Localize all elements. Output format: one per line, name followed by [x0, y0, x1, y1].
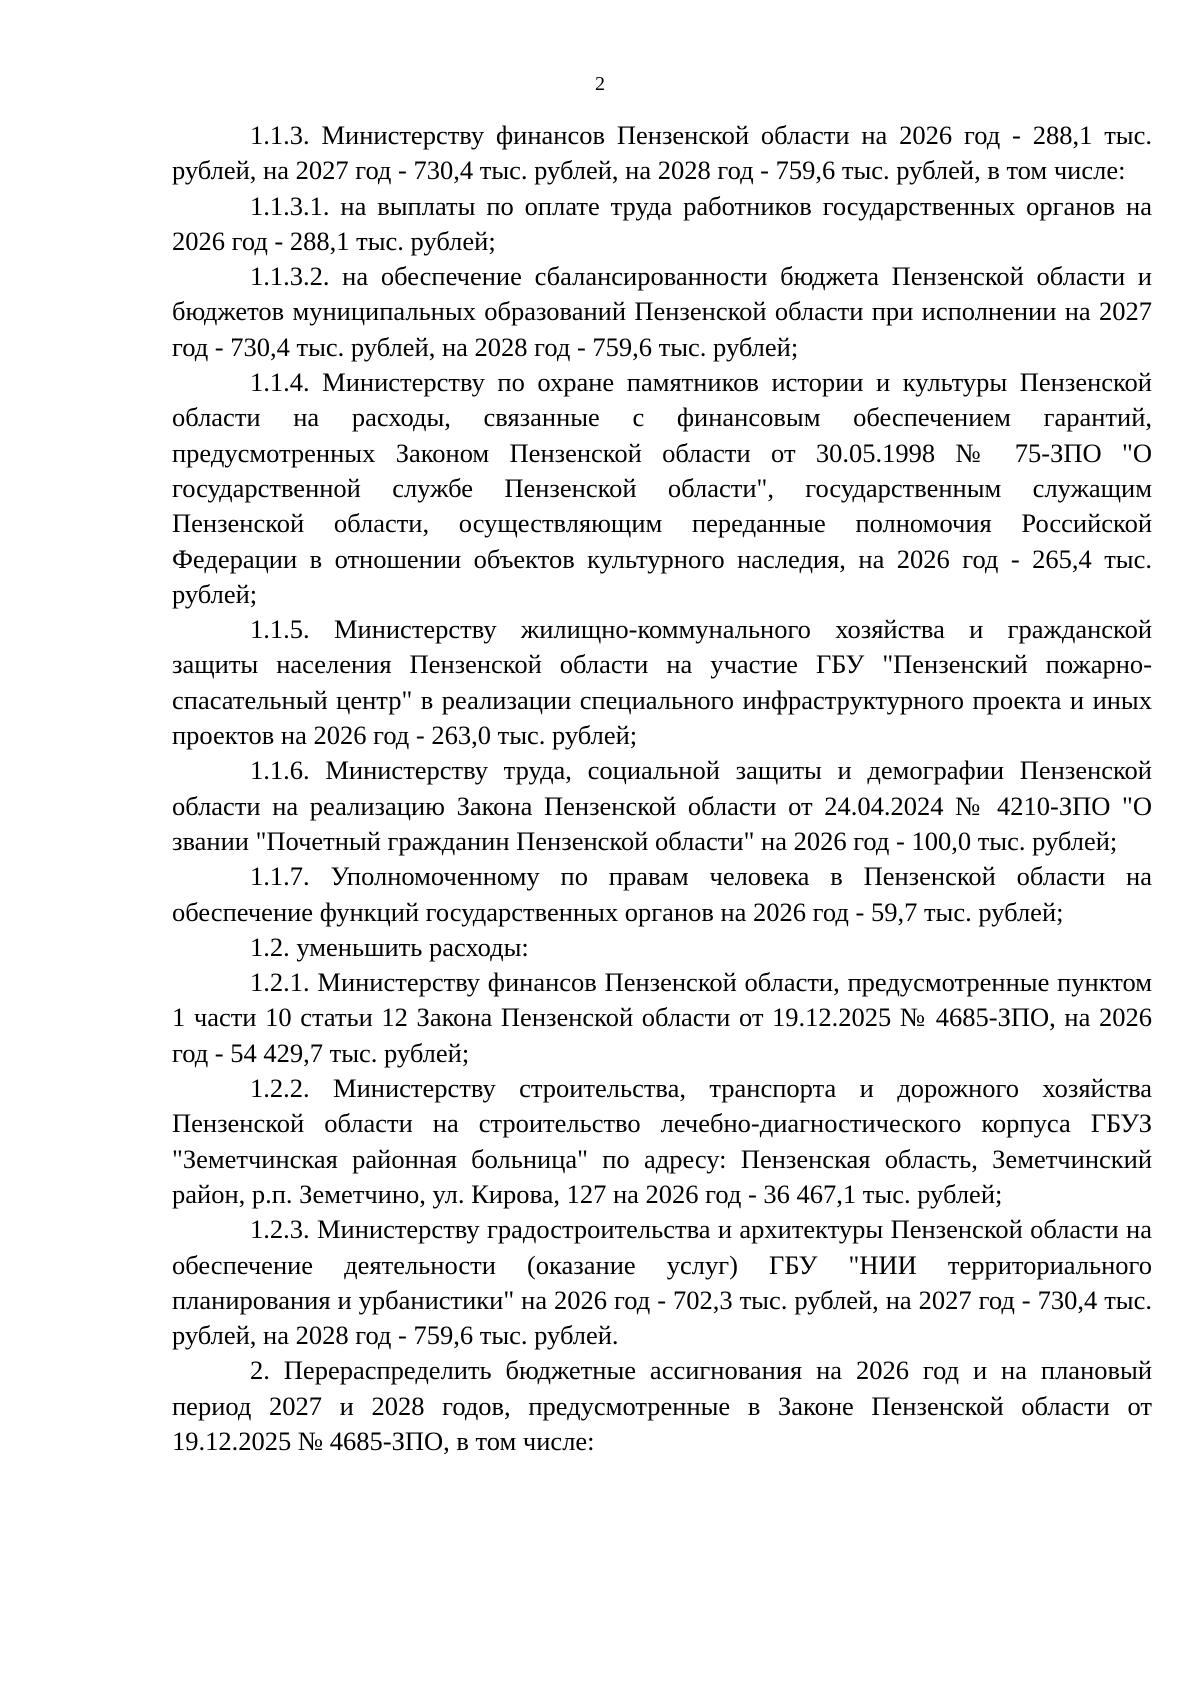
- paragraph-1-1-6: 1.1.6. Министерству труда, социальной защиты и демографии Пензенской области на реализацию Закона Пензенской области от 24.04.2024 № 4210-ЗПО "О звании "Почетный гражданин Пензенской области" на 2026 год - 100,0 тыс. рублей;: [172, 755, 1152, 856]
- paragraph-1-2: 1.2. уменьшить расходы:: [250, 931, 529, 962]
- paragraph-1-1-3-2: 1.1.3.2. на обеспечение сбалансированности бюджета Пензенской области и бюджетов муниципальных образований Пензенской области при исполнении на 2027 год - 730,4 тыс. рублей, на 2028 год - 759,6 тыс. рублей;: [172, 261, 1152, 362]
- paragraph-1-2-2: 1.2.2. Министерству строительства, транспорта и дорожного хозяйства Пензенской области на строительство лечебно-диагностического корпуса ГБУЗ "Земетчинская районная больница" по адресу: Пензенская область, Земетчинский район, р.п. Земетчино, ул. Кирова, 127 на 2026 год - 36 467,1 тыс. рублей;: [172, 1073, 1152, 1209]
- paragraph-1-1-5: 1.1.5. Министерству жилищно-коммунального хозяйства и гражданской защиты населения Пензенской области на участие ГБУ "Пензенский пожарно-спасательный центр" в реализации специального инфраструктурного проекта и иных проектов на 2026 год - 263,0 тыс. рублей;: [172, 614, 1152, 751]
- paragraph-1-2-1: 1.2.1. Министерству финансов Пензенской области, предусмотренные пунктом 1 части 10 статьи 12 Закона Пензенской области от 19.12.2025 № 4685-ЗПО, на 2026 год - 54 429,7 тыс. рублей;: [172, 967, 1152, 1068]
- page-number: 2: [595, 73, 605, 95]
- paragraph-1-1-3: 1.1.3. Министерству финансов Пензенской области на 2026 год - 288,1 тыс. рублей, на 2027 год - 730,4 тыс. рублей, на 2028 год - 759,6 тыс. рублей, в том числе:: [172, 120, 1152, 186]
- paragraph-2: 2. Перераспределить бюджетные ассигнования на 2026 год и на плановый период 2027 и 2028 годов, предусмотренные в Законе Пензенской области от 19.12.2025 № 4685-ЗПО, в том числе:: [172, 1355, 1152, 1456]
- document-body: [172, 118, 1152, 1459]
- paragraph-1-1-4: 1.1.4. Министерству по охране памятников истории и культуры Пензенской области на расходы, связанные с финансовым обеспечением гарантий, предусмотренных Законом Пензенской области от 30.05.1998 № 75-ЗПО "О государственной службе Пензенской области", государственным служащим Пензенской области, осуществляющим переданные полномочия Российской Федерации в отношении объектов культурного наследия, на 2026 год - 265,4 тыс. рублей;: [172, 367, 1152, 609]
- paragraph-1-1-7: 1.1.7. Уполномоченному по правам человека в Пензенской области на обеспечение функций государственных органов на 2026 год - 59,7 тыс. рублей;: [172, 861, 1152, 927]
- paragraph-1-2-3: 1.2.3. Министерству градостроительства и архитектуры Пензенской области на обеспечение деятельности (оказание услуг) ГБУ "НИИ территориального планирования и урбанистики" на 2026 год - 702,3 тыс. рублей, на 2027 год - 730,4 тыс. рублей, на 2028 год - 759,6 тыс. рублей.: [172, 1214, 1152, 1351]
- paragraph-1-1-3-1: 1.1.3.1. на выплаты по оплате труда работников государственных органов на 2026 год - 288,1 тыс. рублей;: [172, 190, 1152, 256]
